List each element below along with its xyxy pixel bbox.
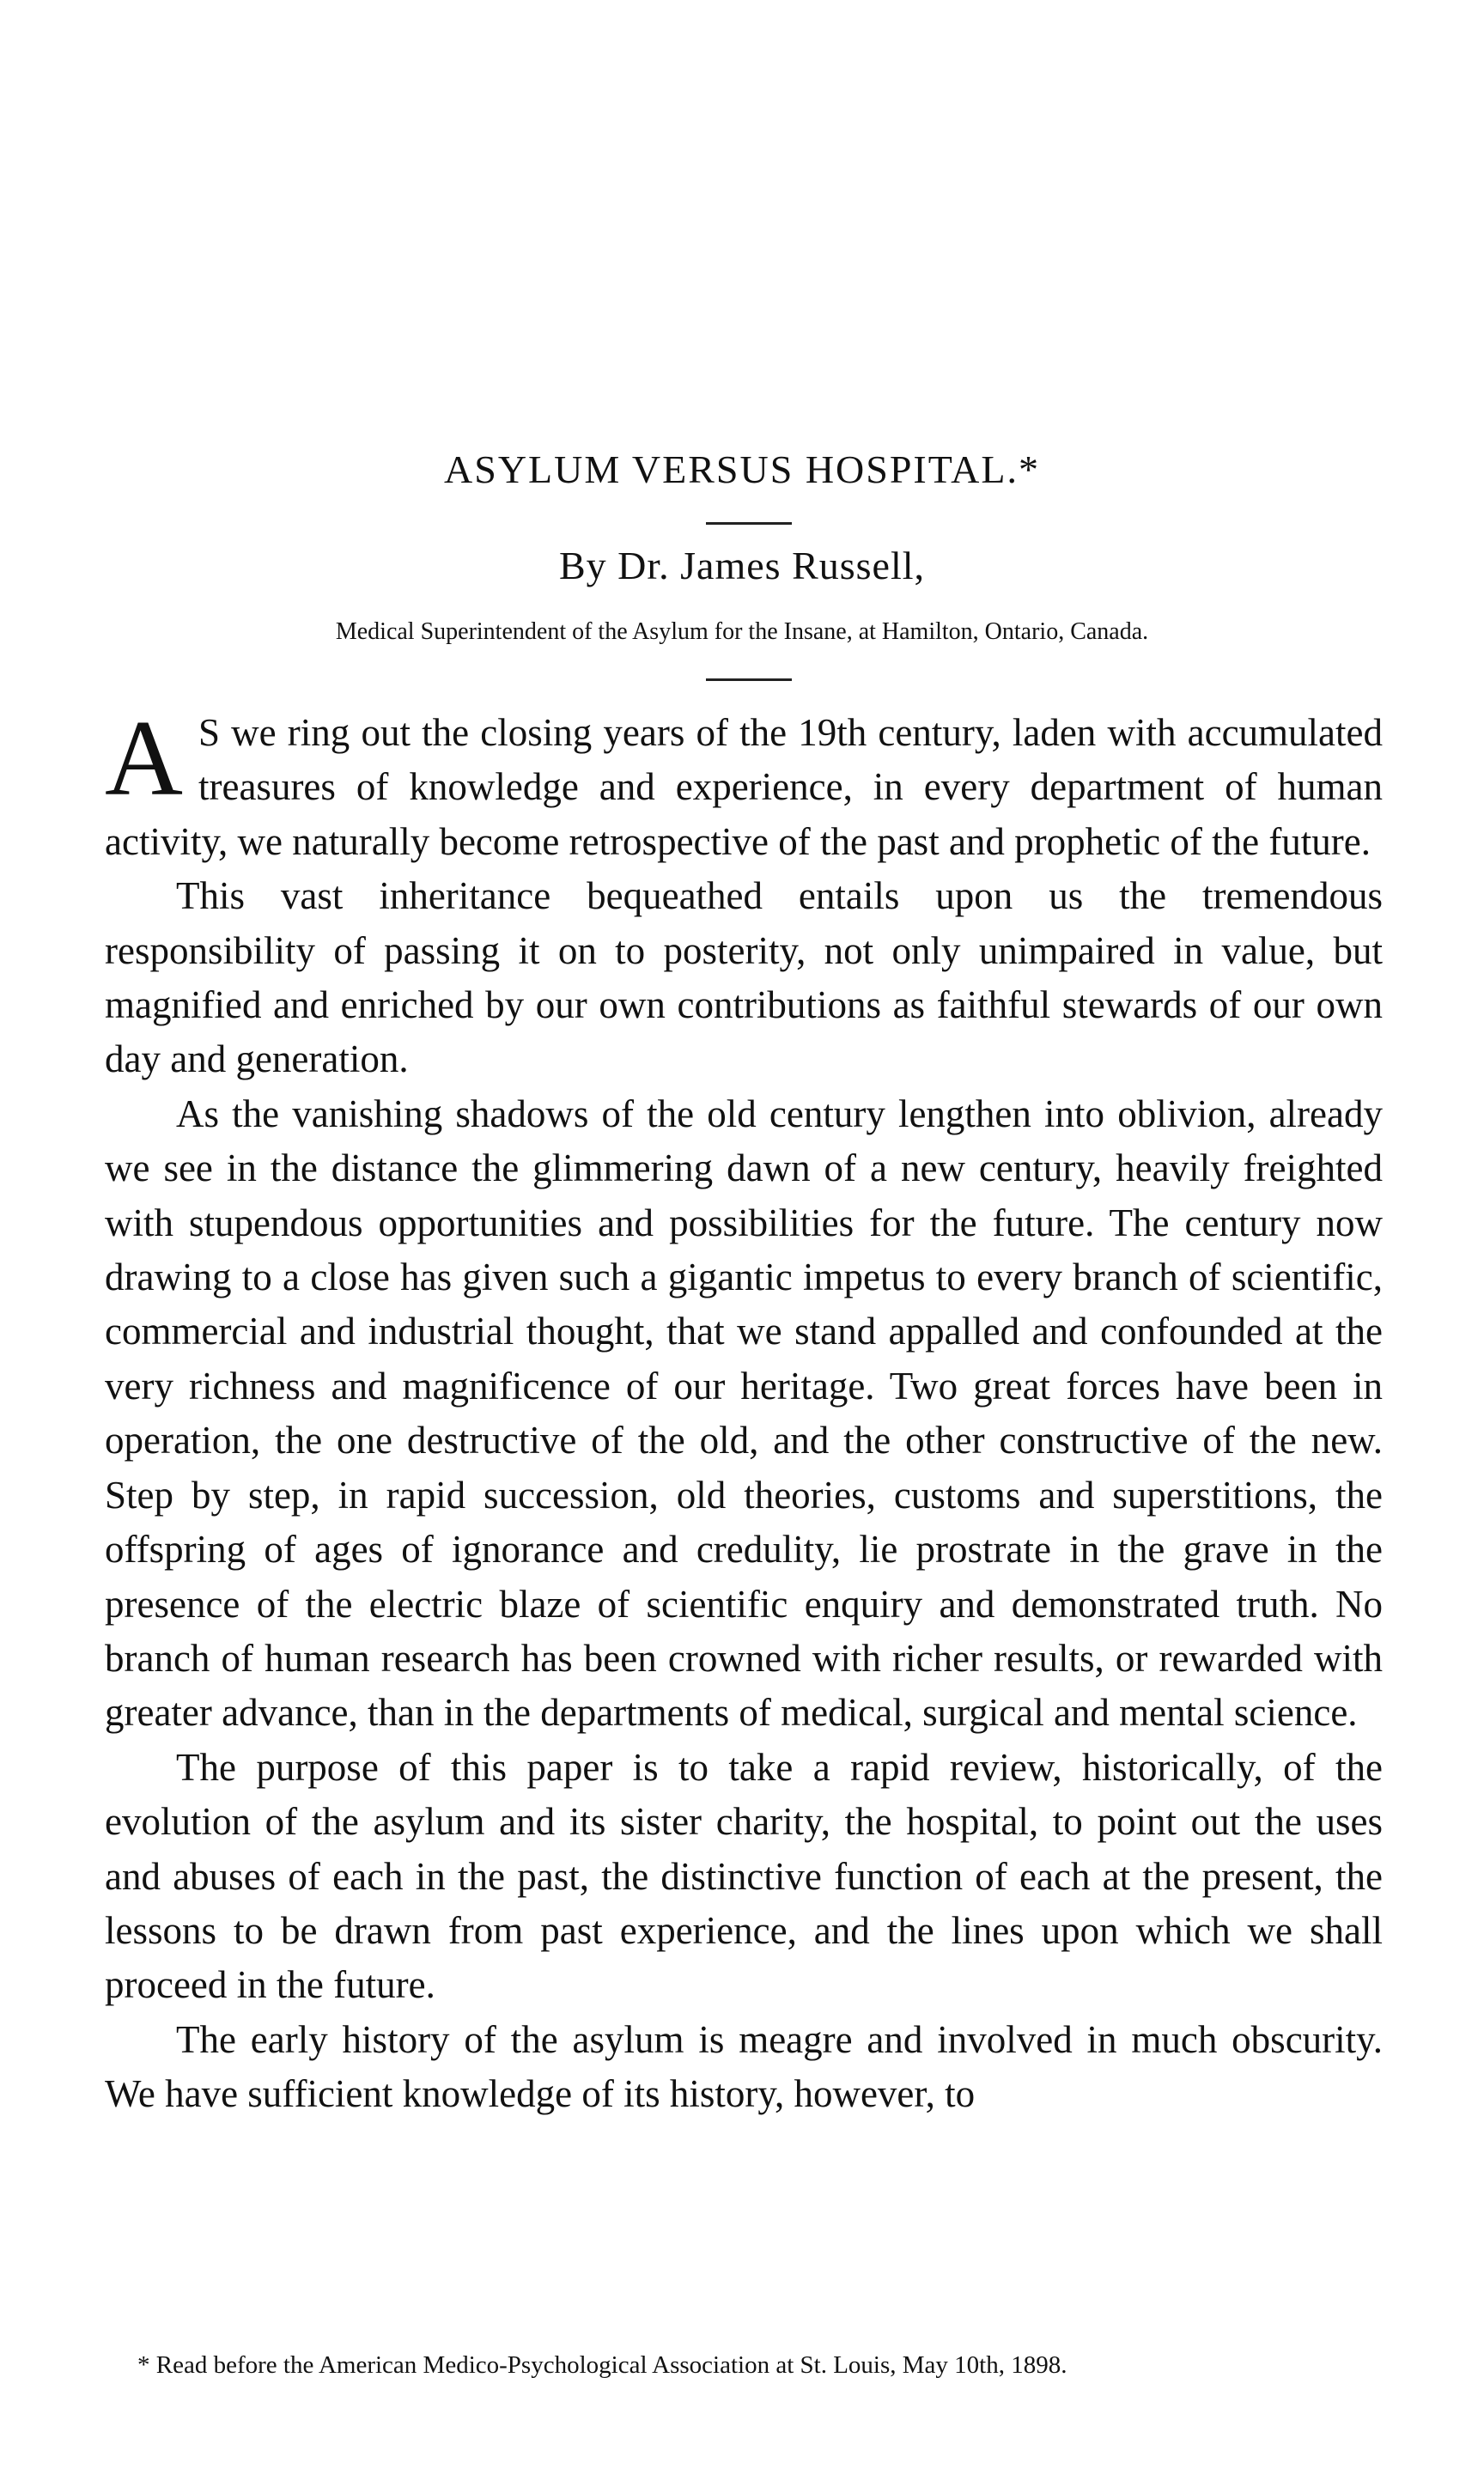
drop-cap: A [105, 699, 183, 818]
author-affiliation: Medical Superintendent of the Asylum for the Insane, at Hamilton, Ontario, Canada. [335, 618, 1149, 645]
title-rule [706, 522, 792, 525]
paragraph-5: The early history of the asylum is meagre and involved in much obscurity. We have sufficient knowledge of its history, however, to [105, 2017, 1383, 2116]
paragraph-3: As the vanishing shadows of the old century lengthen into oblivion, already we see in the distance the glimmering dawn of a new century, heavily freighted with stupendous opportunities and possibilities for the future. The century now drawing to a close has given such a gigantic impetus to every branch of scientific, commercial and industrial thought, that we stand appalled and confounded at the very richness and magnificence of our heritage. Two great forces have been in operation, the one destructive of the old, and the other constructive of the new. Step by step, in rapid succession, old theories, customs and superstitions, the offspring of ages of ignorance and credulity, lie prostrate in the grave in the presence of the electric blaze of scientific enquiry and demonstrated truth. No branch of human research has been crowned with richer results, or rewarded with greater advance, than in the departments of medical, surgical and mental science. [105, 1092, 1383, 1735]
byline-rule [706, 678, 792, 681]
footnote: * Read before the American Medico-Psychological Association at St. Louis, May 10th, 1898. [137, 2351, 1067, 2379]
paragraph-4: The purpose of this paper is to take a rapid review, historically, of the evolution of the asylum and its sister charity, the hospital, to point out the uses and abuses of each in the past, the distinctive function of each at the present, the lessons to be drawn from past experience, and the lines upon which we shall proceed in the future. [105, 1745, 1383, 2007]
article-title: ASYLUM VERSUS HOSPITAL.* [444, 447, 1040, 491]
paragraph-1 [105, 699, 1383, 869]
article-byline: By Dr. James Russell, [558, 544, 926, 587]
paragraph-2: This vast inheritance bequeathed entails upon us the tremendous responsibility of passing it on to posterity, not only unimpaired in value, but magnified and enriched by our own contributions as faithful stewards of our own day and generation. [105, 874, 1383, 1081]
article-body [105, 699, 1383, 2122]
paragraph-text: S we ring out the closing years of the 19th century, laden with accumulated treasures of knowledge and experience, in every department of human activity, we naturally become retrospective of the past and prophetic of the future. [105, 711, 1383, 863]
